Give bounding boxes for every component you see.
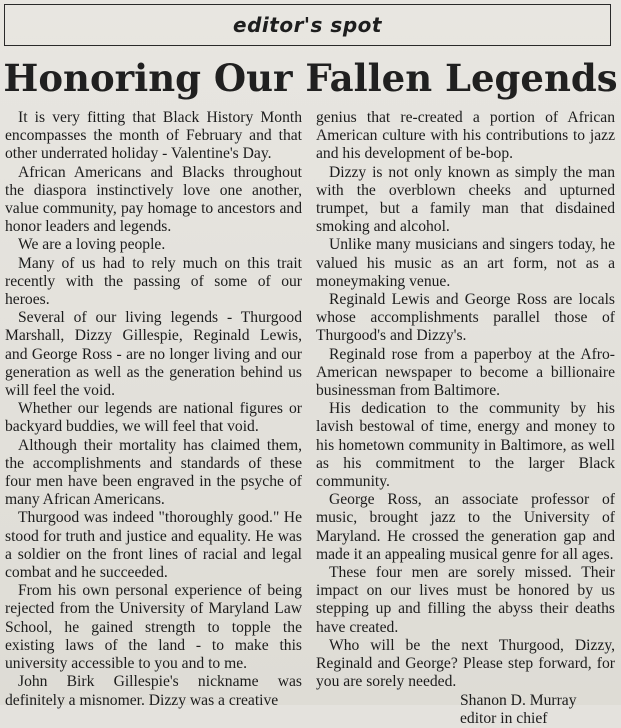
- paragraph: It is very fitting that Black History Month encompasses the month of February and that other underrated holiday - Valentine's Day.: [5, 109, 302, 163]
- paragraph: Reginald rose from a paperboy at the Afro-American newspaper to become a billionaire businessman from Baltimore.: [316, 345, 615, 400]
- paragraph: African Americans and Blacks throughout the diaspora instinctively love one another, value community, pay homage to ancestors and honor leaders and legends.: [5, 163, 302, 236]
- paragraph: These four men are sorely missed. Their impact on our lives must be honored by us stepping up and filling the abyss their deaths have created.: [316, 564, 615, 636]
- paragraph: Dizzy is not only known as simply the man with the overblown cheeks and upturned trumpet, but a family man that disdained smoking and alcohol.: [316, 163, 615, 236]
- article-headline: Honoring Our Fallen Legends: [3, 56, 618, 100]
- paragraph: Thurgood was indeed "thoroughly good." He stood for truth and justice and equality. He was a soldier on the front lines of racial and legal combat and he succeeded.: [5, 509, 302, 582]
- paragraph: Reginald Lewis and George Ross are locals whose accomplishments parallel those of Thurgood's and Dizzy's.: [316, 291, 615, 345]
- paragraph-continuation: genius that re-created a portion of African American culture with his contributions to jazz and his development of be-bop.: [316, 109, 615, 163]
- article-column-right: [316, 109, 615, 728]
- paragraph: From his own personal experience of being rejected from the University of Maryland Law School, he gained strength to topple the existing laws of the land - to make this university accessible to you and to me.: [5, 582, 302, 673]
- paragraph: Who will be the next Thurgood, Dizzy, Reginald and George? Please step forward, for you are sorely needed.: [316, 636, 615, 691]
- paragraph: His dedication to the community by his lavish bestowal of time, energy and money to his hometown community in Baltimore, as well as his commitment to the larger Black community.: [316, 400, 615, 491]
- paragraph: Several of our living legends - Thurgood Marshall, Dizzy Gillespie, Reginald Lewis, and George Ross - are no longer living and our generation as well as the generation behind us will feel the void.: [5, 309, 302, 400]
- paragraph: Although their mortality has claimed them, the accomplishments and standards of these four men have been engraved in the psyche of many African Americans.: [5, 436, 302, 509]
- paragraph: Unlike many musicians and singers today, he valued his music as an art form, not as a moneymaking venue.: [316, 236, 615, 290]
- section-label: editor's spot: [233, 13, 382, 37]
- author-signature: [460, 692, 615, 728]
- paragraph: We are a loving people.: [18, 236, 166, 254]
- paragraph: John Birk Gillespie's nickname was definitely a misnomer. Dizzy was a creative: [5, 673, 302, 709]
- paragraph: Many of us had to rely much on this trait recently with the passing of some of our heroes.: [5, 254, 302, 309]
- paragraph: George Ross, an associate professor of music, brought jazz to the University of Maryland. He crossed the generation gap and made it an appealing musical genre for all ages.: [316, 491, 615, 563]
- article-column-left: [5, 109, 302, 710]
- section-header-box: [4, 4, 611, 46]
- author-title: editor in chief: [460, 709, 548, 727]
- author-name: Shanon D. Murray: [460, 691, 577, 709]
- paragraph: Whether our legends are national figures or backyard buddies, we will feel that void.: [5, 400, 302, 436]
